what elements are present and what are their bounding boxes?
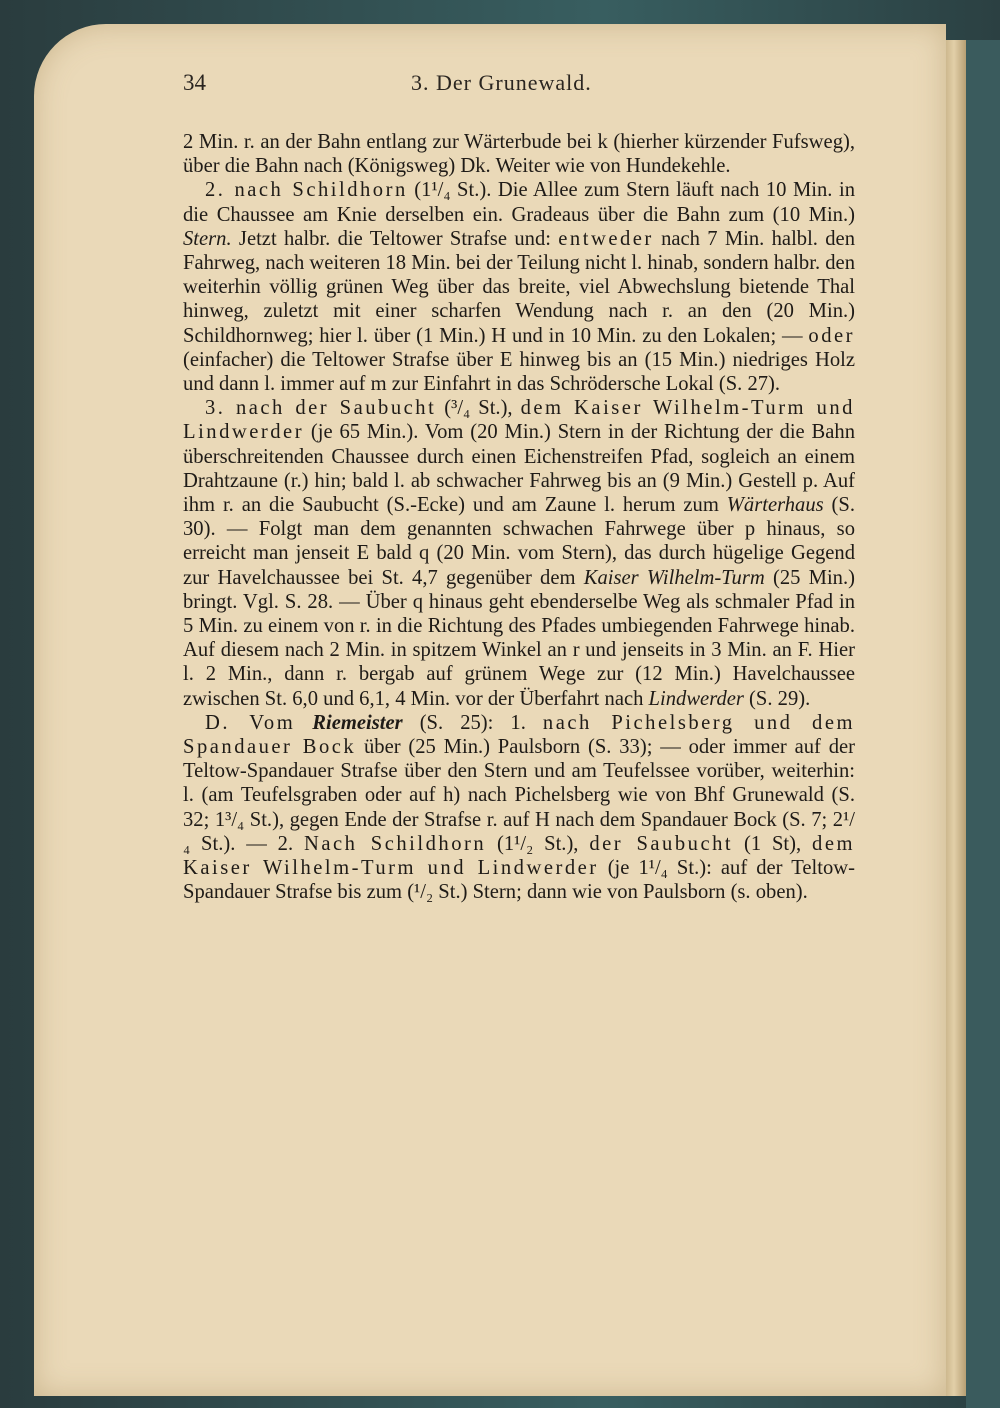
spaced-word: nach Pichelsberg und dem Spandauer Bock: [183, 711, 855, 759]
paragraph-4: [183, 711, 855, 905]
paragraph-text: (S. 30). — Folgt man dem genannten schwachen Fahrwege über p hinaus, so erreicht man jenseit E bald q (20 Min. vom Stern), das durch hügelige Gegend zur Havelchaussee bei St. 4,7 gegenüber dem: [183, 494, 856, 589]
spaced-word: entweder: [558, 227, 654, 250]
paragraph-text: (S. 29).: [743, 687, 811, 710]
place-name: Wärterhaus: [726, 494, 824, 517]
paragraph-1: [183, 130, 855, 178]
spaced-word: dem Kaiser Wilhelm-Turm und Lindwerder: [183, 397, 855, 444]
paragraph-lead: 2. nach Schildhorn: [205, 179, 408, 202]
paragraph-text: (³/₄ St.),: [436, 397, 521, 420]
paragraph-text: (je 65 Min.). Vom (20 Min.) Stern in der Richtung der die Bahn überschreitenden Chaussee durch einen Eichenstreifen Pfad, sogleich an einem Drahtzaune (r.) hin; bald l. ab schwacher Fahrweg bis an (9 Min.) Gestell p. Auf ihm r. an die Saubucht (S.-Ecke) und am Zaune l. herum zum: [183, 421, 855, 517]
paragraph-text: Jetzt halbr. die Teltower Strafse und:: [231, 227, 559, 250]
spaced-word: dem Kaiser Wilhelm-Turm und Lindwerder: [183, 832, 855, 880]
paragraph-text: 2 Min. r. an der Bahn entlang zur Wärterbude bei k (hierher kürzender Fufsweg), über die Bahn nach (Königsweg) Dk. Weiter wie von Hundekehle.: [183, 131, 855, 178]
spaced-word: der Saubucht: [589, 832, 734, 855]
place-name: Kaiser Wilhelm-Turm: [583, 566, 765, 589]
paragraph-text: (je 1¹/₄ St.): auf der Teltow-Spandauer Strafse bis zum (¹/₂ St.) Stern; dann wie von Paulsborn (s. oben).: [183, 857, 855, 904]
paragraph-text: (einfacher) die Teltower Strafse über E hinweg bis an (15 Min.) niedriges Holz und dann l. immer auf m zur Einfahrt in das Schrödersche Lokal (S. 27).: [183, 348, 855, 396]
spaced-word: Nach Schildhorn: [303, 832, 487, 855]
paragraph-text: (1 St),: [733, 832, 813, 855]
page-edge: [946, 40, 966, 1396]
paragraph-lead: D. Vom: [205, 711, 296, 734]
paragraph-text: (1¹/₄ St.). Die Allee zum Stern läuft nach 10 Min. in die Chaussee am Knie derselben ein. Gradeaus über die Bahn zum (10 Min.): [183, 179, 855, 226]
paragraph-text: über (25 Min.) Paulsborn (S. 33); — oder immer auf der Teltow-Spandauer Strafse über den Stern und am Teufelssee vorüber, weiterhin: l. (am Teufelsgraben oder auf h) nach Pichelsberg wie von Bhf Grunewald (S. 32; 1³/₄ St.), gegen Ende der Strafse r. auf H nach dem Spandauer Bock (S. 7; 2¹/₄ St.). — 2.: [183, 736, 855, 855]
page-number: 34: [183, 70, 206, 95]
spaced-word: oder: [808, 324, 855, 347]
right-margin-strip: [966, 40, 1000, 1408]
paragraph-text: (25 Min.) bringt. Vgl. S. 28. — Über q hinaus geht ebenderselbe Weg als schmaler Pfad in 5 Min. zu einem von r. in die Richtung des Pfades umbiegenden Fahrwege hinab. Auf diesem nach 2 Min. in spitzem Winkel an r und jenseits in 3 Min. an F. Hier l. 2 Min., dann r. bergab auf grünem Wege zur (12 Min.) Havelchaussee zwischen St. 6,0 und 6,1, 4 Min. vor der Überfahrt nach: [183, 566, 855, 710]
running-title: 3. Der Grunewald.: [411, 70, 592, 95]
text-body: [183, 130, 855, 905]
place-name-bold: Riemeister: [312, 711, 403, 734]
page-header: [183, 70, 863, 106]
place-name: Stern.: [183, 227, 232, 250]
paragraph-text: (1¹/₂ St.),: [486, 832, 590, 855]
paragraph-text: (S. 25): 1.: [402, 711, 543, 734]
place-name: Lindwerder: [648, 687, 744, 710]
paragraph-text: nach 7 Min. halbl. den Fahrweg, nach weiteren 18 Min. bei der Teilung nicht l. hinab, sondern halbr. den weiterhin völlig grünen Weg über das breite, viel Abwechslung bietende Thal hinweg, zuletzt mit einer scharfen Wendung nach r. an den (20 Min.) Schildhornweg; hier l. über (1 Min.) H und in 10 Min. zu den Lokalen; —: [183, 227, 855, 347]
paragraph-3: [183, 396, 855, 711]
paragraph-2: [183, 178, 855, 396]
paragraph-lead: 3. nach der Saubucht: [205, 397, 437, 420]
